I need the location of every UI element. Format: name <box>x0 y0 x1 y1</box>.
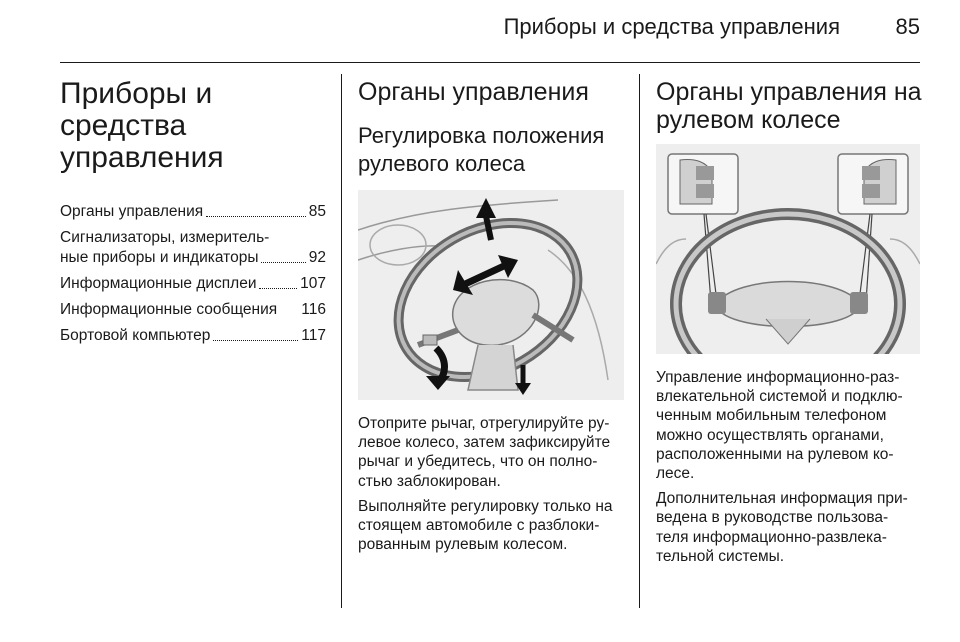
text-line: стоящем автомобиле с разблоки- <box>358 517 600 535</box>
subsection-title-line: Регулировка положения <box>358 123 605 148</box>
text-line: тельной системы. <box>656 547 785 565</box>
steering-wheel-drawing <box>358 190 624 400</box>
toc-leader <box>259 288 297 289</box>
toc-item[interactable] <box>60 274 326 294</box>
controls-column <box>358 72 624 554</box>
subsection-title-line: рулевого колеса <box>358 151 526 176</box>
toc-label: Информационные дисплеи <box>60 275 257 292</box>
steering-adjustment-illustration <box>358 190 624 400</box>
toc-label: Бортовой компьютер <box>60 327 211 344</box>
wheel-buttons-drawing <box>656 144 920 354</box>
text-line: рычаг и убедитесь, что он полно- <box>358 453 598 471</box>
section-title <box>656 78 922 134</box>
toc-leader <box>213 340 298 341</box>
section-title-line: Органы управления на <box>656 78 922 106</box>
controls-description <box>656 368 922 483</box>
toc-item[interactable] <box>60 326 326 346</box>
text-line: влекательной системой и подклю- <box>656 388 903 406</box>
page-header <box>60 0 920 63</box>
column-divider <box>639 74 640 608</box>
page-number: 85 <box>895 14 920 39</box>
chapter-title-line: управления <box>60 141 224 174</box>
adjustment-instructions <box>358 414 624 491</box>
table-of-contents <box>60 202 326 346</box>
text-line: расположенными на рулевом ко- <box>656 445 894 463</box>
toc-item[interactable] <box>60 202 326 222</box>
toc-label: Органы управления <box>60 203 204 220</box>
toc-label: Информационные сообщения <box>60 301 278 318</box>
steering-controls-column <box>656 72 922 566</box>
text-line: левое колесо, затем зафиксируйте <box>358 434 611 452</box>
text-line: можно осуществлять органами, <box>656 426 884 444</box>
text-line: теля информационно-развлека- <box>656 528 887 546</box>
toc-page: 107 <box>300 275 326 292</box>
text-line: Управление информационно-раз- <box>656 369 900 386</box>
toc-leader <box>261 262 305 263</box>
toc-page: 116 <box>301 301 326 318</box>
text-line: Отоприте рычаг, отрегулируйте ру- <box>358 415 610 432</box>
toc-item[interactable] <box>60 300 326 320</box>
section-title-line: рулевом колесе <box>656 106 841 134</box>
toc-item[interactable] <box>60 228 326 268</box>
toc-label: ные приборы и индикаторы <box>60 249 259 266</box>
text-line: Дополнительная информация при- <box>656 490 908 508</box>
section-title: Органы управления <box>358 78 589 106</box>
column-divider <box>341 74 342 608</box>
steering-wheel-controls-illustration <box>656 144 920 354</box>
toc-label: Сигнализаторы, измеритель- <box>60 229 270 246</box>
additional-info <box>656 489 922 566</box>
text-line: лесе. <box>656 465 695 483</box>
text-line: рованным рулевым колесом. <box>358 536 568 554</box>
chapter-column <box>60 72 326 352</box>
text-line: ченным мобильным телефоном <box>656 407 887 425</box>
text-line: стью заблокирован. <box>358 472 501 490</box>
subsection-title <box>358 122 624 178</box>
text-line: ведена в руководстве пользова- <box>656 509 889 527</box>
toc-page: 92 <box>308 249 326 266</box>
toc-page: 117 <box>301 327 326 344</box>
chapter-title <box>60 78 326 174</box>
text-line: Выполняйте регулировку только на <box>358 497 613 515</box>
toc-page: 85 <box>308 203 326 220</box>
safety-note <box>358 497 624 555</box>
toc-leader <box>206 216 306 217</box>
chapter-title-line: Приборы и средства <box>60 77 213 142</box>
header-title: Приборы и средства управления <box>503 14 840 39</box>
